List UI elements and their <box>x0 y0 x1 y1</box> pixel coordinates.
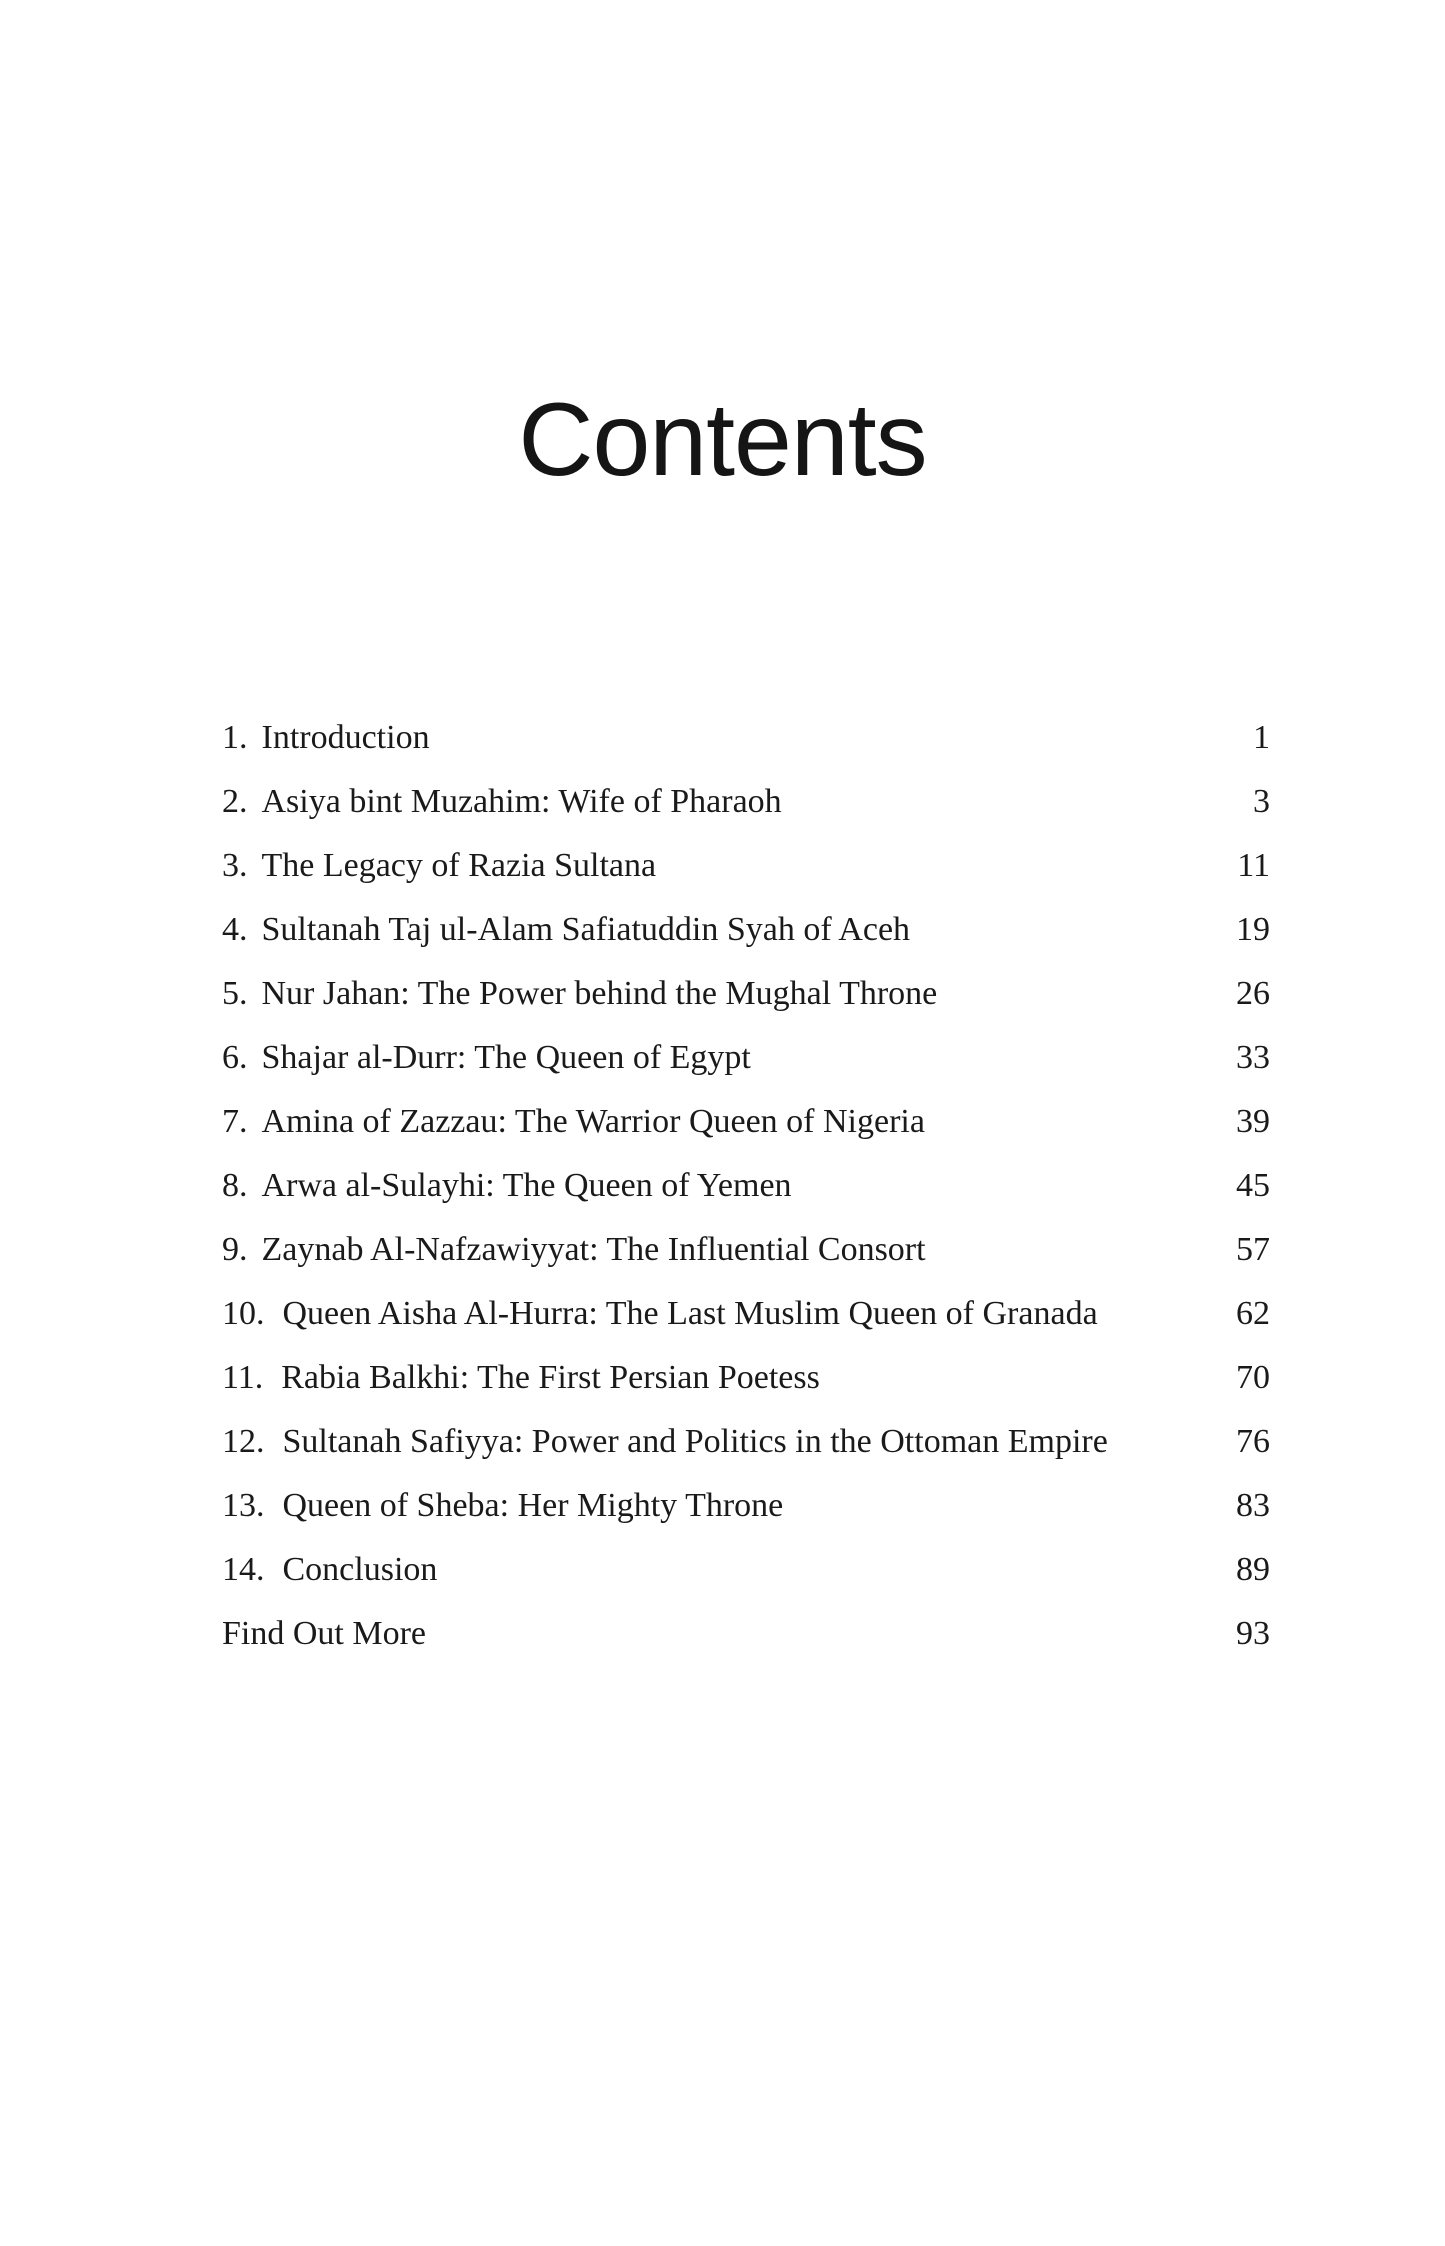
toc-entry <box>222 1416 1270 1468</box>
entry-page-number: 11 <box>1237 847 1270 884</box>
entry-page-number: 33 <box>1236 1039 1270 1076</box>
toc-entry <box>222 1160 1270 1212</box>
entry-title: Rabia Balkhi: The First Persian Poetess <box>281 1359 820 1396</box>
entry-title: Nur Jahan: The Power behind the Mughal Throne <box>261 975 938 1012</box>
entry-number: 8. <box>222 1167 248 1204</box>
entry-title: Queen of Sheba: Her Mighty Throne <box>282 1487 784 1524</box>
entry-page-number: 70 <box>1236 1359 1270 1396</box>
entry-number: 3. <box>222 847 248 884</box>
toc-entry <box>222 1096 1270 1148</box>
toc-entry <box>222 1608 1270 1660</box>
entry-number: 5. <box>222 975 248 1012</box>
entry-title: Asiya bint Muzahim: Wife of Pharaoh <box>261 783 782 820</box>
toc-entry <box>222 1032 1270 1084</box>
entry-title: Zaynab Al-Nafzawiyyat: The Influential Consort <box>261 1231 926 1268</box>
entry-page-number: 1 <box>1253 719 1270 756</box>
entry-title: Sultanah Taj ul-Alam Safiatuddin Syah of Aceh <box>261 911 911 948</box>
toc-entry <box>222 840 1270 892</box>
toc-entry <box>222 1480 1270 1532</box>
entry-number: 7. <box>222 1103 248 1140</box>
entry-number: 2. <box>222 783 248 820</box>
toc-entry <box>222 1352 1270 1404</box>
entry-title: Conclusion <box>282 1551 438 1588</box>
page-title: Contents <box>518 382 927 498</box>
entry-number: 6. <box>222 1039 248 1076</box>
table-of-contents <box>222 712 1270 1672</box>
entry-title: Sultanah Safiyya: Power and Politics in the Ottoman Empire <box>282 1423 1108 1460</box>
entry-number: 11. <box>222 1359 264 1396</box>
entry-title: Shajar al-Durr: The Queen of Egypt <box>261 1039 751 1076</box>
entry-page-number: 19 <box>1236 911 1270 948</box>
toc-entry <box>222 1544 1270 1596</box>
entry-page-number: 39 <box>1236 1103 1270 1140</box>
entry-number: 14. <box>222 1551 265 1588</box>
entry-page-number: 26 <box>1236 975 1270 1012</box>
entry-number: 4. <box>222 911 248 948</box>
entry-title: Introduction <box>261 719 430 756</box>
entry-page-number: 76 <box>1236 1423 1270 1460</box>
entry-number: 1. <box>222 719 248 756</box>
entry-page-number: 62 <box>1236 1295 1270 1332</box>
toc-entry <box>222 712 1270 764</box>
entry-page-number: 83 <box>1236 1487 1270 1524</box>
entry-page-number: 45 <box>1236 1167 1270 1204</box>
entry-number: 13. <box>222 1487 265 1524</box>
entry-page-number: 89 <box>1236 1551 1270 1588</box>
entry-page-number: 3 <box>1253 783 1270 820</box>
entry-title: Amina of Zazzau: The Warrior Queen of Nigeria <box>261 1103 925 1140</box>
entry-number: 10. <box>222 1295 265 1332</box>
toc-entry <box>222 968 1270 1020</box>
toc-entry <box>222 776 1270 828</box>
entry-page-number: 93 <box>1236 1615 1270 1652</box>
toc-entry <box>222 1224 1270 1276</box>
entry-title: Queen Aisha Al-Hurra: The Last Muslim Queen of Granada <box>282 1295 1098 1332</box>
toc-entry <box>222 1288 1270 1340</box>
entry-number: 12. <box>222 1423 265 1460</box>
entry-page-number: 57 <box>1236 1231 1270 1268</box>
entry-title: The Legacy of Razia Sultana <box>261 847 657 884</box>
entry-title: Find Out More <box>222 1615 426 1652</box>
entry-number: 9. <box>222 1231 248 1268</box>
toc-entry <box>222 904 1270 956</box>
entry-title: Arwa al-Sulayhi: The Queen of Yemen <box>261 1167 792 1204</box>
